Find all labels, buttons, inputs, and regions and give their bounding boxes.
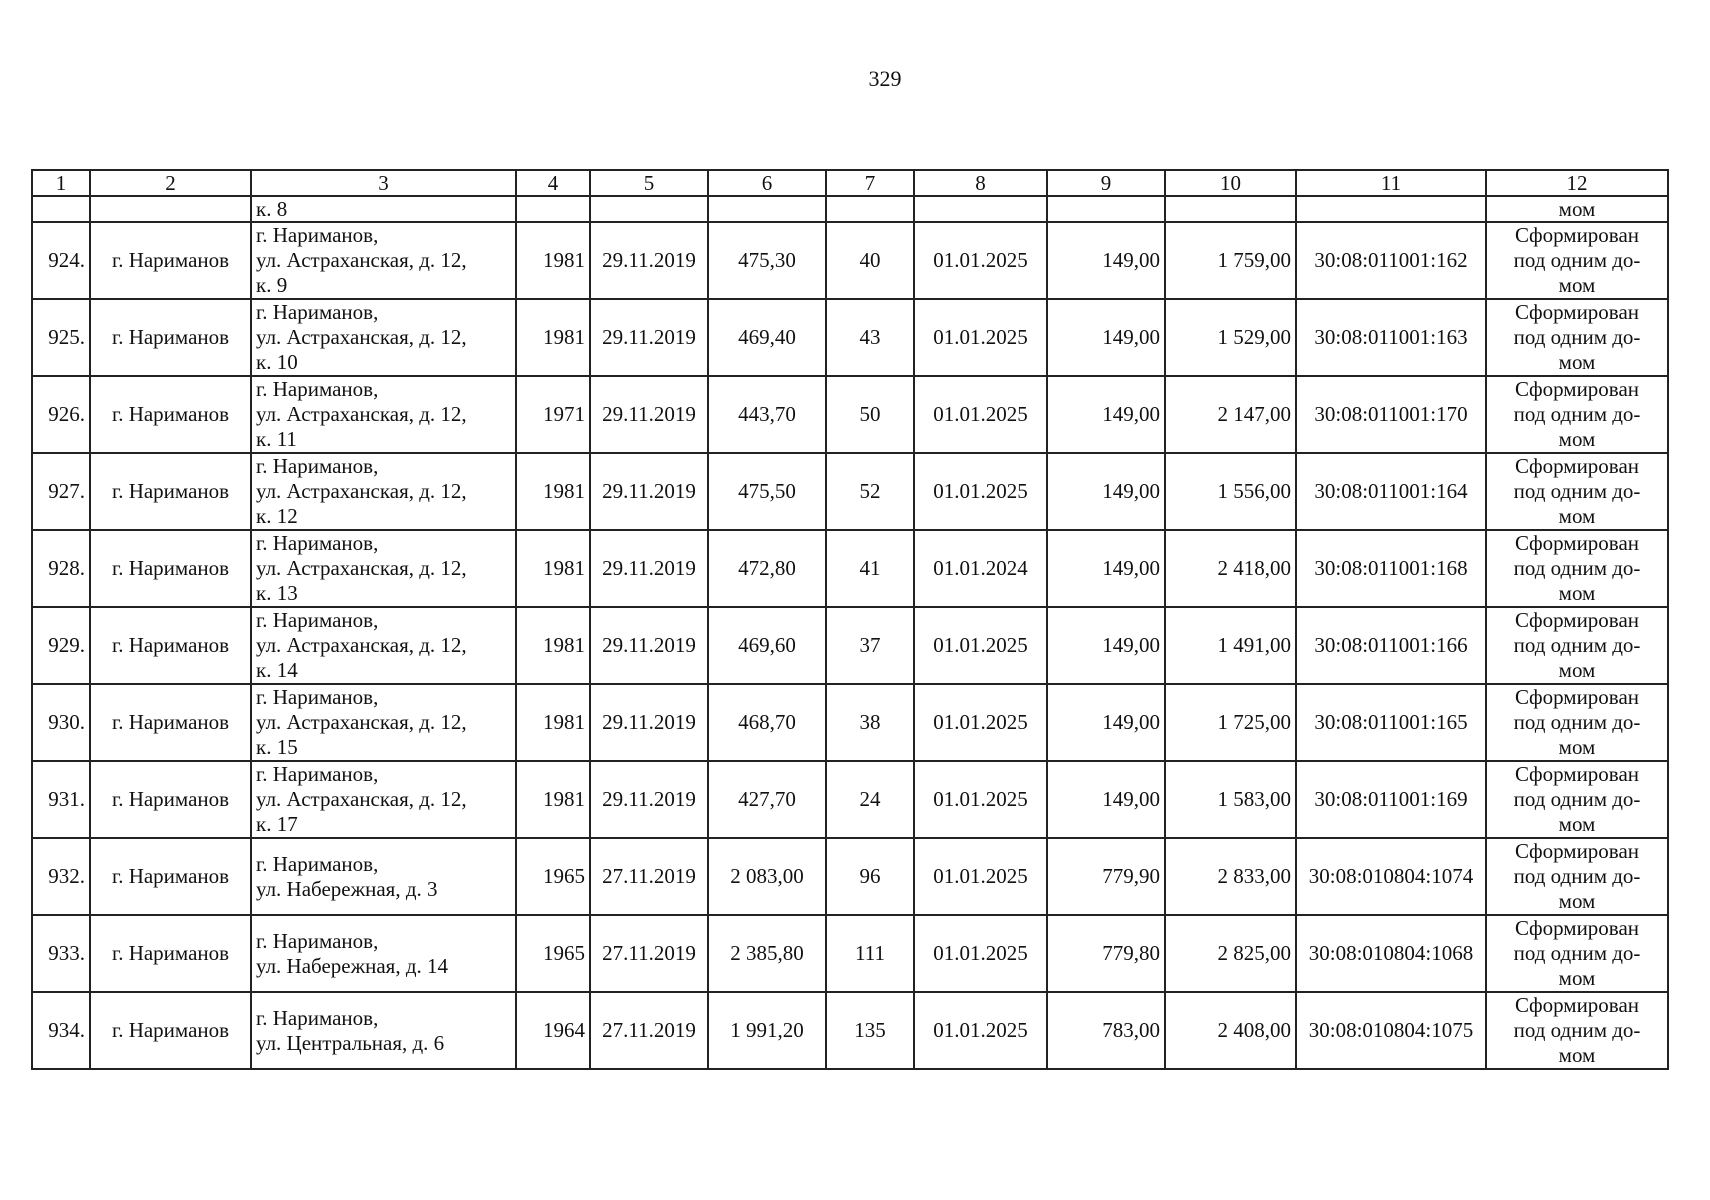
header-cell: 6 (708, 170, 826, 196)
empty-cell (708, 196, 826, 222)
address-line: к. 12 (256, 504, 298, 528)
cadastral-number-cell: 30:08:010804:1074 (1296, 838, 1486, 915)
note-line: мом (1558, 273, 1596, 297)
address-line: ул. Астраханская, д. 12, (256, 402, 467, 426)
deadline-cell: 01.01.2025 (914, 222, 1047, 299)
note-line: Сформирован (1514, 608, 1640, 632)
count-cell: 52 (826, 453, 914, 530)
header-cell: 2 (90, 170, 251, 196)
row-number-cell: 933. (32, 915, 90, 992)
area-cell: 427,70 (708, 761, 826, 838)
registry-table (31, 169, 1669, 1070)
header-cell: 8 (914, 170, 1047, 196)
cadastral-number-cell: 30:08:011001:165 (1296, 684, 1486, 761)
cadastral-number-cell: 30:08:010804:1075 (1296, 992, 1486, 1069)
settlement-cell: г. Нариманов (90, 992, 251, 1069)
note-line: Сформирован (1514, 685, 1640, 709)
note-line: мом (1558, 658, 1596, 682)
address-line: к. 15 (256, 735, 298, 759)
date-cell: 29.11.2019 (590, 761, 708, 838)
empty-cell (32, 196, 90, 222)
address-line: г. Нариманов, (256, 300, 379, 324)
note-cell (1486, 992, 1668, 1069)
count-cell: 38 (826, 684, 914, 761)
note-line: Сформирован (1514, 300, 1640, 324)
area-cell: 469,60 (708, 607, 826, 684)
note-line: Сформирован (1514, 839, 1640, 863)
address-line: ул. Астраханская, д. 12, (256, 710, 467, 734)
note-cell (1486, 530, 1668, 607)
note-line: Сформирован (1514, 916, 1640, 940)
amount-cell: 1 529,00 (1165, 299, 1296, 376)
header-cell: 1 (32, 170, 90, 196)
note-cell (1486, 915, 1668, 992)
address-cell (251, 453, 516, 530)
table-row (32, 530, 1668, 607)
address-cell (251, 299, 516, 376)
settlement-cell: г. Нариманов (90, 684, 251, 761)
row-number-cell: 931. (32, 761, 90, 838)
rate-cell: 149,00 (1047, 607, 1165, 684)
header-cell: 12 (1486, 170, 1668, 196)
address-cell (251, 915, 516, 992)
address-line: ул. Центральная, д. 6 (256, 1030, 445, 1055)
header-cell: 3 (251, 170, 516, 196)
note-line: под одним до- (1513, 325, 1641, 349)
deadline-cell: 01.01.2024 (914, 530, 1047, 607)
empty-cell (590, 196, 708, 222)
address-line: г. Нариманов, (256, 608, 379, 632)
note-line: мом (1558, 889, 1596, 913)
amount-cell: 2 147,00 (1165, 376, 1296, 453)
count-cell: 43 (826, 299, 914, 376)
note-line: мом (1558, 350, 1596, 374)
note-cell (1486, 761, 1668, 838)
address-line: г. Нариманов, (256, 762, 379, 786)
deadline-cell: 01.01.2025 (914, 684, 1047, 761)
date-cell: 29.11.2019 (590, 607, 708, 684)
note-line: мом (1558, 966, 1596, 990)
settlement-cell: г. Нариманов (90, 222, 251, 299)
date-cell: 29.11.2019 (590, 222, 708, 299)
rate-cell: 149,00 (1047, 453, 1165, 530)
date-cell: 29.11.2019 (590, 530, 708, 607)
row-number-cell: 925. (32, 299, 90, 376)
address-line: г. Нариманов, (256, 928, 379, 953)
amount-cell: 1 556,00 (1165, 453, 1296, 530)
deadline-cell: 01.01.2025 (914, 838, 1047, 915)
date-cell: 27.11.2019 (590, 992, 708, 1069)
cadastral-number-cell: 30:08:011001:162 (1296, 222, 1486, 299)
note-cell (1486, 299, 1668, 376)
year-cell: 1981 (516, 222, 590, 299)
note-line: Сформирован (1514, 993, 1640, 1017)
note-line: под одним до- (1513, 941, 1641, 965)
address-line: к. 9 (256, 273, 288, 297)
rate-cell: 779,80 (1047, 915, 1165, 992)
address-cell (251, 530, 516, 607)
header-cell: 10 (1165, 170, 1296, 196)
settlement-cell: г. Нариманов (90, 376, 251, 453)
address-line: г. Нариманов, (256, 851, 379, 876)
note-cell (1486, 222, 1668, 299)
address-cell: к. 8 (251, 196, 516, 222)
address-cell (251, 838, 516, 915)
table-row (32, 453, 1668, 530)
year-cell: 1981 (516, 607, 590, 684)
year-cell: 1981 (516, 530, 590, 607)
count-cell: 41 (826, 530, 914, 607)
table-row (32, 761, 1668, 838)
note-line: Сформирован (1514, 377, 1640, 401)
settlement-cell: г. Нариманов (90, 453, 251, 530)
note-line: под одним до- (1513, 402, 1641, 426)
note-line: Сформирован (1514, 454, 1640, 478)
address-line: ул. Набережная, д. 14 (256, 953, 449, 978)
area-cell: 2 385,80 (708, 915, 826, 992)
note-line: Сформирован (1514, 762, 1640, 786)
note-line: под одним до- (1513, 1018, 1641, 1042)
date-cell: 27.11.2019 (590, 915, 708, 992)
row-number-cell: 930. (32, 684, 90, 761)
row-number-cell: 927. (32, 453, 90, 530)
header-cell: 7 (826, 170, 914, 196)
area-cell: 468,70 (708, 684, 826, 761)
column-number-row (32, 170, 1668, 196)
amount-cell: 1 725,00 (1165, 684, 1296, 761)
note-line: мом (1558, 427, 1596, 451)
address-line: ул. Астраханская, д. 12, (256, 479, 467, 503)
deadline-cell: 01.01.2025 (914, 299, 1047, 376)
settlement-cell: г. Нариманов (90, 915, 251, 992)
deadline-cell: 01.01.2025 (914, 607, 1047, 684)
empty-cell (516, 196, 590, 222)
empty-cell (826, 196, 914, 222)
amount-cell: 2 408,00 (1165, 992, 1296, 1069)
rate-cell: 779,90 (1047, 838, 1165, 915)
note-line: под одним до- (1513, 479, 1641, 503)
note-line: под одним до- (1513, 864, 1641, 888)
table-row (32, 222, 1668, 299)
area-cell: 475,50 (708, 453, 826, 530)
rate-cell: 149,00 (1047, 684, 1165, 761)
count-cell: 24 (826, 761, 914, 838)
table-row (32, 607, 1668, 684)
note-cell (1486, 607, 1668, 684)
settlement-cell: г. Нариманов (90, 299, 251, 376)
note-line: мом (1558, 812, 1596, 836)
date-cell: 29.11.2019 (590, 376, 708, 453)
area-cell: 472,80 (708, 530, 826, 607)
header-cell: 5 (590, 170, 708, 196)
cadastral-number-cell: 30:08:011001:168 (1296, 530, 1486, 607)
table-row (32, 915, 1668, 992)
address-line: ул. Астраханская, д. 12, (256, 556, 467, 580)
note-line: мом (1558, 735, 1596, 759)
rate-cell: 149,00 (1047, 299, 1165, 376)
address-line: г. Нариманов, (256, 531, 379, 555)
row-number-cell: 928. (32, 530, 90, 607)
area-cell: 2 083,00 (708, 838, 826, 915)
row-number-cell: 924. (32, 222, 90, 299)
empty-cell (1047, 196, 1165, 222)
table-row (32, 838, 1668, 915)
amount-cell: 1 759,00 (1165, 222, 1296, 299)
year-cell: 1981 (516, 761, 590, 838)
amount-cell: 2 833,00 (1165, 838, 1296, 915)
table-row (32, 376, 1668, 453)
row-number-cell: 934. (32, 992, 90, 1069)
table-row (32, 992, 1668, 1069)
address-line: г. Нариманов, (256, 377, 379, 401)
count-cell: 111 (826, 915, 914, 992)
address-cell (251, 992, 516, 1069)
settlement-cell: г. Нариманов (90, 530, 251, 607)
header-cell: 4 (516, 170, 590, 196)
rate-cell: 149,00 (1047, 761, 1165, 838)
settlement-cell: г. Нариманов (90, 761, 251, 838)
note-line: Сформирован (1514, 223, 1640, 247)
area-cell: 443,70 (708, 376, 826, 453)
amount-cell: 1 583,00 (1165, 761, 1296, 838)
deadline-cell: 01.01.2025 (914, 376, 1047, 453)
rate-cell: 149,00 (1047, 376, 1165, 453)
area-cell: 1 991,20 (708, 992, 826, 1069)
address-line: г. Нариманов, (256, 685, 379, 709)
cadastral-number-cell: 30:08:011001:166 (1296, 607, 1486, 684)
cadastral-number-cell: 30:08:011001:163 (1296, 299, 1486, 376)
address-line: к. 13 (256, 581, 298, 605)
page-number: 329 (868, 66, 902, 91)
amount-cell: 2 825,00 (1165, 915, 1296, 992)
note-line: мом (1558, 504, 1596, 528)
row-number-cell: 929. (32, 607, 90, 684)
address-line: к. 10 (256, 350, 298, 374)
count-cell: 135 (826, 992, 914, 1069)
cadastral-number-cell: 30:08:011001:170 (1296, 376, 1486, 453)
cadastral-number-cell: 30:08:011001:164 (1296, 453, 1486, 530)
address-line: ул. Астраханская, д. 12, (256, 787, 467, 811)
address-line: ул. Астраханская, д. 12, (256, 633, 467, 657)
count-cell: 96 (826, 838, 914, 915)
address-line: ул. Набережная, д. 3 (256, 876, 438, 901)
address-line: г. Нариманов, (256, 1005, 379, 1030)
note-line: под одним до- (1513, 556, 1641, 580)
note-cell: мом (1486, 196, 1668, 222)
address-line: г. Нариманов, (256, 454, 379, 478)
address-cell (251, 761, 516, 838)
year-cell: 1965 (516, 838, 590, 915)
date-cell: 29.11.2019 (590, 299, 708, 376)
amount-cell: 2 418,00 (1165, 530, 1296, 607)
rate-cell: 149,00 (1047, 530, 1165, 607)
amount-cell: 1 491,00 (1165, 607, 1296, 684)
note-line: под одним до- (1513, 787, 1641, 811)
year-cell: 1965 (516, 915, 590, 992)
note-cell (1486, 684, 1668, 761)
note-line: под одним до- (1513, 248, 1641, 272)
row-number-cell: 932. (32, 838, 90, 915)
deadline-cell: 01.01.2025 (914, 915, 1047, 992)
address-line: к. 11 (256, 427, 297, 451)
header-cell: 9 (1047, 170, 1165, 196)
rate-cell: 783,00 (1047, 992, 1165, 1069)
address-cell (251, 376, 516, 453)
date-cell: 29.11.2019 (590, 453, 708, 530)
date-cell: 27.11.2019 (590, 838, 708, 915)
cadastral-number-cell: 30:08:011001:169 (1296, 761, 1486, 838)
note-line: мом (1558, 1043, 1596, 1067)
note-line: Сформирован (1514, 531, 1640, 555)
count-cell: 37 (826, 607, 914, 684)
address-line: г. Нариманов, (256, 223, 379, 247)
header-cell: 11 (1296, 170, 1486, 196)
rate-cell: 149,00 (1047, 222, 1165, 299)
deadline-cell: 01.01.2025 (914, 992, 1047, 1069)
empty-cell (1296, 196, 1486, 222)
deadline-cell: 01.01.2025 (914, 453, 1047, 530)
empty-cell (90, 196, 251, 222)
table-row (32, 684, 1668, 761)
deadline-cell: 01.01.2025 (914, 761, 1047, 838)
empty-cell (1165, 196, 1296, 222)
area-cell: 469,40 (708, 299, 826, 376)
settlement-cell: г. Нариманов (90, 838, 251, 915)
count-cell: 40 (826, 222, 914, 299)
address-line: к. 17 (256, 812, 298, 836)
note-cell (1486, 838, 1668, 915)
settlement-cell: г. Нариманов (90, 607, 251, 684)
note-line: под одним до- (1513, 710, 1641, 734)
address-line: ул. Астраханская, д. 12, (256, 325, 467, 349)
year-cell: 1981 (516, 299, 590, 376)
year-cell: 1981 (516, 453, 590, 530)
table-row (32, 299, 1668, 376)
date-cell: 29.11.2019 (590, 684, 708, 761)
address-cell (251, 607, 516, 684)
continuation-row (32, 196, 1668, 222)
year-cell: 1971 (516, 376, 590, 453)
year-cell: 1964 (516, 992, 590, 1069)
empty-cell (914, 196, 1047, 222)
note-cell (1486, 376, 1668, 453)
note-line: мом (1558, 581, 1596, 605)
cadastral-number-cell: 30:08:010804:1068 (1296, 915, 1486, 992)
count-cell: 50 (826, 376, 914, 453)
address-cell (251, 684, 516, 761)
row-number-cell: 926. (32, 376, 90, 453)
area-cell: 475,30 (708, 222, 826, 299)
note-line: под одним до- (1513, 633, 1641, 657)
address-line: ул. Астраханская, д. 12, (256, 248, 467, 272)
note-cell (1486, 453, 1668, 530)
address-cell (251, 222, 516, 299)
address-line: к. 14 (256, 658, 298, 682)
year-cell: 1981 (516, 684, 590, 761)
